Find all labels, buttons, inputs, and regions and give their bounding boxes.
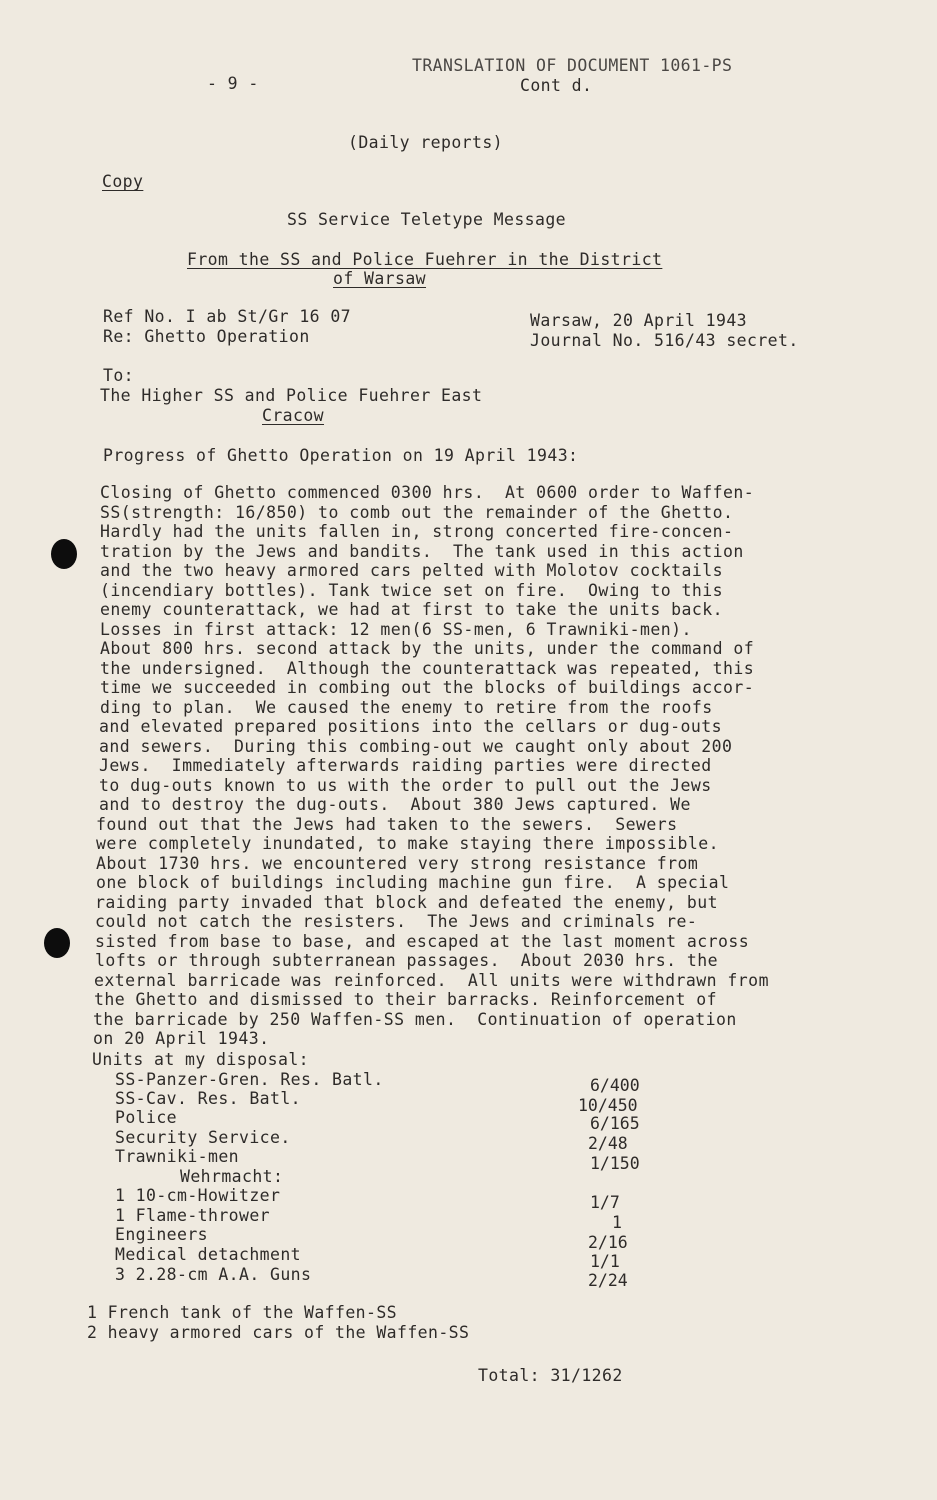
report-line: Losses in first attack: 12 men(6 SS-men, 6 Trawniki-men). [100,619,692,639]
unit-strength: 1/1 [590,1252,620,1271]
sender-line-2: of Warsaw [333,269,427,288]
report-line: the Ghetto and dismissed to their barracks. Reinforcement of [94,990,718,1009]
report-line: SS(strength: 16/850) to comb out the remainder of the Ghetto. [100,502,734,522]
copy-label: Copy [102,172,144,191]
unit-strength: 10/450 [578,1096,638,1115]
report-line: Closing of Ghetto commenced 0300 hrs. At 0600 order to Waffen- [100,483,755,502]
report-line: tration by the Jews and bandits. The tank used in this action [100,541,744,561]
report-line: external barricade was reinforced. All units were withdrawn from [94,970,769,990]
punch-hole [51,539,77,569]
report-line: one block of buildings including machine gun fire. A special [96,873,730,892]
report-line: raiding party invaded that block and defeated the enemy, but [95,892,719,912]
report-type: (Daily reports) [348,133,504,152]
progress-heading: Progress of Ghetto Operation on 19 April 1943: [103,446,579,465]
report-line: and the two heavy armored cars pelted with Molotov cocktails [100,561,724,580]
punch-hole [44,928,70,958]
report-line: enemy counterattack, we had at first to take the units back. [100,600,724,619]
unit-name: 1 Flame-thrower [115,1206,271,1225]
report-line: (incendiary bottles). Tank twice set on fire. Owing to this [100,580,724,600]
page-number: - 9 - [207,74,259,93]
report-line: lofts or through subterranean passages. About 2030 hrs. the [95,951,719,970]
report-line: were completely inundated, to make staying there impossible. [96,834,720,853]
journal-number: Journal No. 516/43 secret. [530,331,799,350]
unit-name: Medical detachment [115,1245,302,1264]
report-line: and to destroy the dug-outs. About 380 Jews captured. We [99,795,691,814]
report-line: About 800 hrs. second attack by the units, under the command of [100,639,755,658]
unit-name: Trawniki-men [115,1147,240,1166]
unit-name: Police [115,1108,178,1127]
report-line: the barricade by 250 Waffen-SS men. Continuation of operation [93,1009,737,1029]
unit-strength: 2/16 [588,1233,628,1252]
units-heading: Units at my disposal: [92,1050,310,1069]
continued-mark: Cont d. [520,76,593,95]
place-date: Warsaw, 20 April 1943 [530,311,748,330]
unit-strength: 2/24 [588,1271,628,1290]
report-line: to dug-outs known to us with the order to pull out the Jews [99,775,712,795]
recipient-label: To: [103,366,135,385]
recipient-city: Cracow [262,406,325,425]
unit-strength: 1 [612,1213,622,1232]
message-title: SS Service Teletype Message [287,210,567,229]
reference-number: Ref No. I ab St/Gr 16 07 [103,307,352,326]
report-line: About 1730 hrs. we encountered very strong resistance from [96,853,699,873]
report-line: the undersigned. Although the counterattack was repeated, this [100,658,755,678]
unit-name: 3 2.28-cm A.A. Guns [115,1265,312,1284]
sender-line-1: From the SS and Police Fuehrer in the District [187,250,663,269]
unit-strength: 1/7 [590,1193,620,1212]
report-line: time we succeeded in combing out the blocks of buildings accor- [100,678,755,697]
vehicle-line-1: 1 French tank of the Waffen-SS [87,1303,398,1322]
subject-line: Re: Ghetto Operation [103,327,310,346]
unit-name: Engineers [115,1225,209,1244]
unit-name: Wehrmacht: [180,1167,284,1186]
report-line: found out that the Jews had taken to the sewers. Sewers [96,814,678,834]
recipient-name: The Higher SS and Police Fuehrer East [100,386,483,405]
report-line: Hardly had the units fallen in, strong concerted fire-concen- [100,522,734,541]
unit-name: SS-Panzer-Gren. Res. Batl. [115,1070,384,1089]
report-line: and sewers. During this combing-out we caught only about 200 [99,736,733,756]
unit-strength: 1/150 [590,1154,640,1173]
report-line: ding to plan. We caused the enemy to retire from the roofs [100,697,713,717]
unit-name: 1 10-cm-Howitzer [115,1186,281,1205]
document-reference: TRANSLATION OF DOCUMENT 1061-PS [412,56,733,75]
unit-strength: 6/400 [590,1076,640,1095]
vehicle-line-2: 2 heavy armored cars of the Waffen-SS [87,1323,470,1342]
unit-strength: 6/165 [590,1114,640,1133]
unit-strength: 2/48 [588,1134,628,1153]
unit-name: SS-Cav. Res. Batl. [115,1089,302,1108]
report-line: Jews. Immediately afterwards raiding parties were directed [99,756,712,775]
report-line: could not catch the resisters. The Jews and criminals re- [95,912,698,931]
unit-name: Security Service. [115,1128,291,1147]
report-line: sisted from base to base, and escaped at the last moment across [95,931,750,951]
report-line: on 20 April 1943. [93,1029,270,1048]
total-strength: Total: 31/1262 [478,1366,623,1385]
report-line: and elevated prepared positions into the cellars or dug-outs [99,717,723,736]
